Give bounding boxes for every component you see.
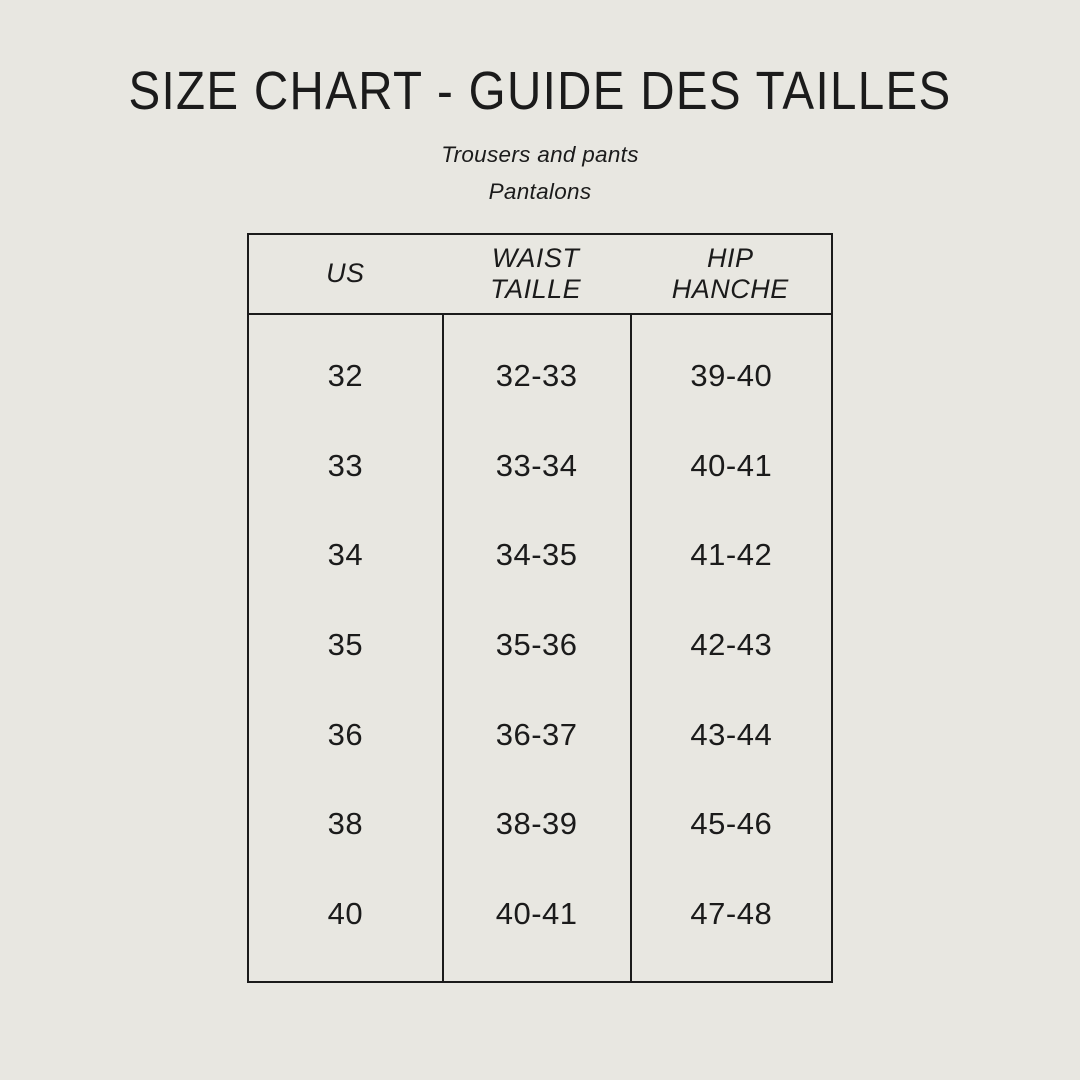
table-cell-hip: 43-44: [690, 716, 773, 752]
table-column-hip: [630, 315, 831, 981]
page-title: SIZE CHART - GUIDE DES TAILLES: [128, 61, 952, 121]
table-cell-waist: 35-36: [495, 626, 578, 662]
subtitle-english: Trousers and pants: [441, 142, 639, 167]
table-cell-us: 38: [327, 806, 364, 842]
table-header-row: [249, 235, 831, 315]
column-header-text: TAILLE: [490, 274, 582, 304]
column-header-us: [249, 235, 442, 313]
table-cell-us: 34: [327, 537, 364, 573]
table-cell-waist: 38-39: [495, 806, 578, 842]
column-header-text: WAIST: [491, 242, 580, 273]
table-cell-hip: 40-41: [690, 447, 773, 483]
size-table: [247, 233, 833, 983]
table-column-us: [249, 315, 442, 981]
table-cell-hip: 42-43: [690, 626, 773, 662]
column-header-hip: [630, 235, 831, 313]
table-cell-us: 40: [327, 896, 364, 932]
table-column-waist: [442, 315, 630, 981]
table-cell-waist: 36-37: [495, 716, 578, 752]
table-cell-us: 33: [327, 447, 364, 483]
table-cell-hip: 39-40: [690, 357, 773, 393]
table-cell-hip: 45-46: [690, 806, 773, 842]
column-header-text: HANCHE: [671, 274, 789, 304]
table-cell-waist: 34-35: [495, 537, 578, 573]
table-cell-waist: 33-34: [495, 447, 578, 483]
table-cell-hip: 41-42: [690, 537, 773, 573]
table-cell-hip: 47-48: [690, 896, 773, 932]
table-cell-waist: 32-33: [495, 357, 578, 393]
table-body: [249, 315, 831, 981]
table-cell-us: 35: [327, 626, 364, 662]
table-cell-us: 36: [327, 716, 364, 752]
table-cell-us: 32: [327, 357, 364, 393]
table-cell-waist: 40-41: [495, 896, 578, 932]
column-header-text: HIP: [707, 242, 754, 273]
subtitle-french: Pantalons: [488, 178, 592, 204]
column-header-text: US: [326, 258, 365, 289]
column-header-waist: [442, 235, 630, 313]
